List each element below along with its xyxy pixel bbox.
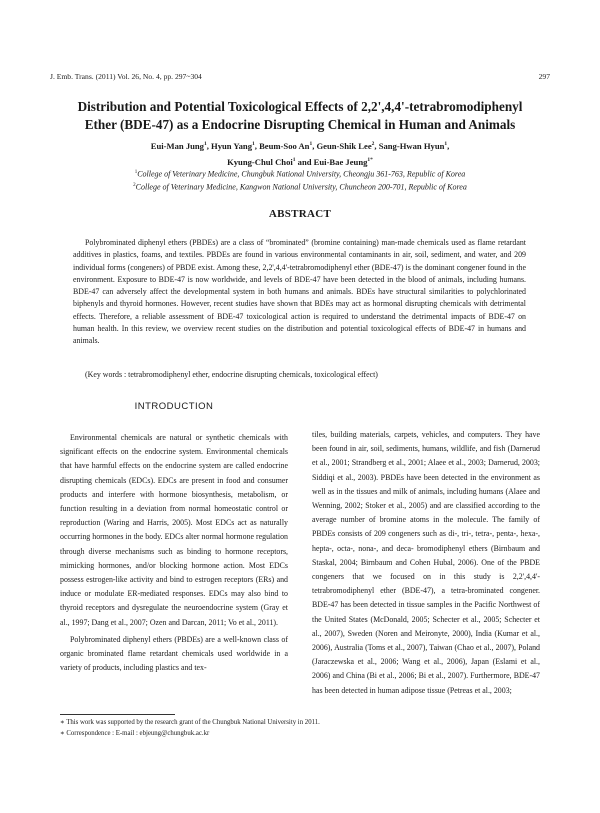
- author-affiliation-mark: 1: [444, 141, 448, 147]
- intro-paragraph-2-continued: tiles, building materials, carpets, vehicles, and computers. They have been found in air, soil, sediments, humans, wildlife, and fish (Darnerud et al., 2001; Strandberg et al., 2001; Alaee et al., 2003; Darnerud, 2003; Siddiqi et al., 2003). PBDEs have been detected in the environment as well as in the tissues and milk of animals, including humans (Alaee and Wenning, 2002; Stoker et al., 2005) and are classified according to the average number of bromine atoms in the molecule. The family of PBDEs consists of 209 congeners such as di-, tri-, tetra-, penta-, hexa-, hepta-, octa-, nona-, and deca- bromodiphenyl ethers (Birnbaum and Staskal, 2004; Birnbaum and Cohen Hubal, 2006). One of the PBDE congeners that we focused on in this study is 2,2',4,4'-tetrabromodiphenyl ether (BDE-47), a tetra-brominated congener. BDE-47 has been detected in tissue samples in the Pacific Northwest of the United States (McDonald, 2005; Schecter et al., 2005; Schecter et al., 2007), Sweden (Noren and Meironyte, 2000), India (Kumar et al., 2006), Australia (Toms et al., 2007), Taiwan (Chao et al., 2007), Poland (Jaraczewska et al., 2006; Wang et al., 2006), Japan (Eslami et al., 2006) and China (Bi et al., 2006; Bi et al., 2007). Furthermore, BDE-47 has been detected in human adipose tissue (Petreas et al., 2003;: [312, 430, 540, 695]
- right-column: [312, 428, 540, 701]
- affiliation-text: College of Veterinary Medicine, Kangwon National University, Chuncheon 200-701, Republic of Korea: [135, 182, 467, 192]
- intro-paragraph-2: Polybrominated diphenyl ethers (PBDEs) are a well-known class of organic brominated flame retardant chemicals used worldwide in a variety of products, including plastics and tex-: [60, 634, 288, 673]
- author-name: Kyung-Chul Choi: [227, 156, 293, 167]
- affiliation-2: [40, 180, 560, 193]
- author-affiliation-mark: 1*: [367, 156, 373, 163]
- author-name: Beum-Soo An: [259, 140, 310, 151]
- page-number: 297: [538, 72, 550, 81]
- introduction-heading: INTRODUCTION: [134, 401, 214, 412]
- title-line-1: Distribution and Potential Toxicological Effects of 2,2',4,4'-tetrabromodiphenyl: [77, 99, 523, 114]
- author-affiliation-mark: 1: [203, 141, 207, 147]
- running-head: [50, 72, 550, 81]
- author-line-1: Eui-Man Jung$^1$, Hyun Yang$^1$, Beum-Soo An$^1$, Geun-Shik Lee$^2$, Sang-Hwan Hyun$^1$,: [150, 140, 450, 151]
- journal-citation: J. Emb. Trans. (2011) Vol. 26, No. 4, pp. 297~304: [50, 72, 202, 81]
- funding-footnote: ∗ This work was supported by the research grant of the Chungbuk National University in 2011.: [60, 719, 320, 726]
- author-name: Eui-Man Jung: [150, 140, 204, 151]
- author-affiliation-mark: 1: [252, 141, 255, 147]
- author-name: Geun-Shik Lee: [316, 140, 372, 151]
- footnote-divider: [60, 714, 175, 715]
- author-name: Eui-Bae Jeung: [313, 156, 368, 167]
- authors-and: and: [297, 156, 312, 167]
- title-line-2: Ether (BDE-47) as a Endocrine Disrupting Chemical in Human and Animals: [84, 117, 516, 132]
- affiliation-mark: 2: [133, 183, 136, 188]
- author-affiliation-mark: 1: [292, 156, 296, 163]
- author-name: Sang-Hwan Hyun: [378, 140, 445, 151]
- keywords: (Key words : tetrabromodiphenyl ether, endocrine disrupting chemicals, toxicological effect): [85, 370, 378, 379]
- left-column: [60, 400, 288, 678]
- author-affiliation-mark: 2: [371, 141, 375, 147]
- intro-paragraph-1: Environmental chemicals are natural or synthetic chemicals with significant effects on the endocrine system. Environmental chemicals that have harmful effects on the endocrine system are called endocrine disrupting chemicals (EDCs). EDCs are present in food and consumer products and interfere with hormone biosynthesis, metabolism, or function resulting in a deviation from normal homeostatic control or reproduction (Waring and Harris, 2005). Most EDCs act as naturally occurring hormones in the body. EDCs alter normal hormone regulation through diverse mechanisms such as binding to hormone receptors, mimicking hormones, and/or blocking hormone action. Most EDCs possess estrogen-like activity and bind to estrogen receptors (ERs) and induce or modulate ER-mediated responses. EDCs may also bind to thyroid receptors and dysregulate the neuroendocrine system (Gray et al., 1997; Dang et al., 2007; Ozen and Darcan, 2011; Vo et al., 2011).: [60, 433, 288, 627]
- abstract-body: Polybrominated diphenyl ethers (PBDEs) are a class of “brominated” (bromine containing) man-made chemicals used as flame retardant additives in plastics, foams, and textiles. PBDEs are found in various environmental contaminants in air, soil, sediment, and water, and 209 individual forms (congeners) of PBDE exist. Among these, 2,2',4,4'-tetrabromodiphenyl ether (BDE-47) is the dominant congener found in the environment. Exposure to BDE-47 is now worldwide, and levels of BDE-47 have been detected in the blood of animals, including humans. BDE-47 can adversely affect the developmental system in both humans and animals. BDEs have structural similarities to polychlorinated biphenyls and thyroid hormones. However, recent studies have shown that BDEs may act as hormonal disrupting chemicals with detrimental effects. Therefore, a reliable assessment of BDE-47 toxicological action is required to understand the detrimental impacts of BDE-47 on human health. In this review, we overview recent studies on the distribution and potential toxicological effects of BDE-47 in humans and animals.: [73, 238, 526, 346]
- affiliation-1: [40, 167, 560, 180]
- author-list: [60, 137, 540, 169]
- affiliation-text: College of Veterinary Medicine, Chungbuk National University, Cheongju 361-763, Republic of Korea: [137, 169, 466, 179]
- abstract-heading: ABSTRACT: [268, 208, 332, 220]
- footnotes: [60, 718, 540, 739]
- author-affiliation-mark: 1: [309, 141, 313, 147]
- affiliation-mark: 1: [134, 170, 138, 175]
- paper-title: [40, 98, 560, 134]
- correspondence-footnote: ∗ Correspondence : E-mail : ebjeung@chungbuk.ac.kr: [60, 729, 210, 737]
- author-name: Hyun Yang: [211, 140, 253, 151]
